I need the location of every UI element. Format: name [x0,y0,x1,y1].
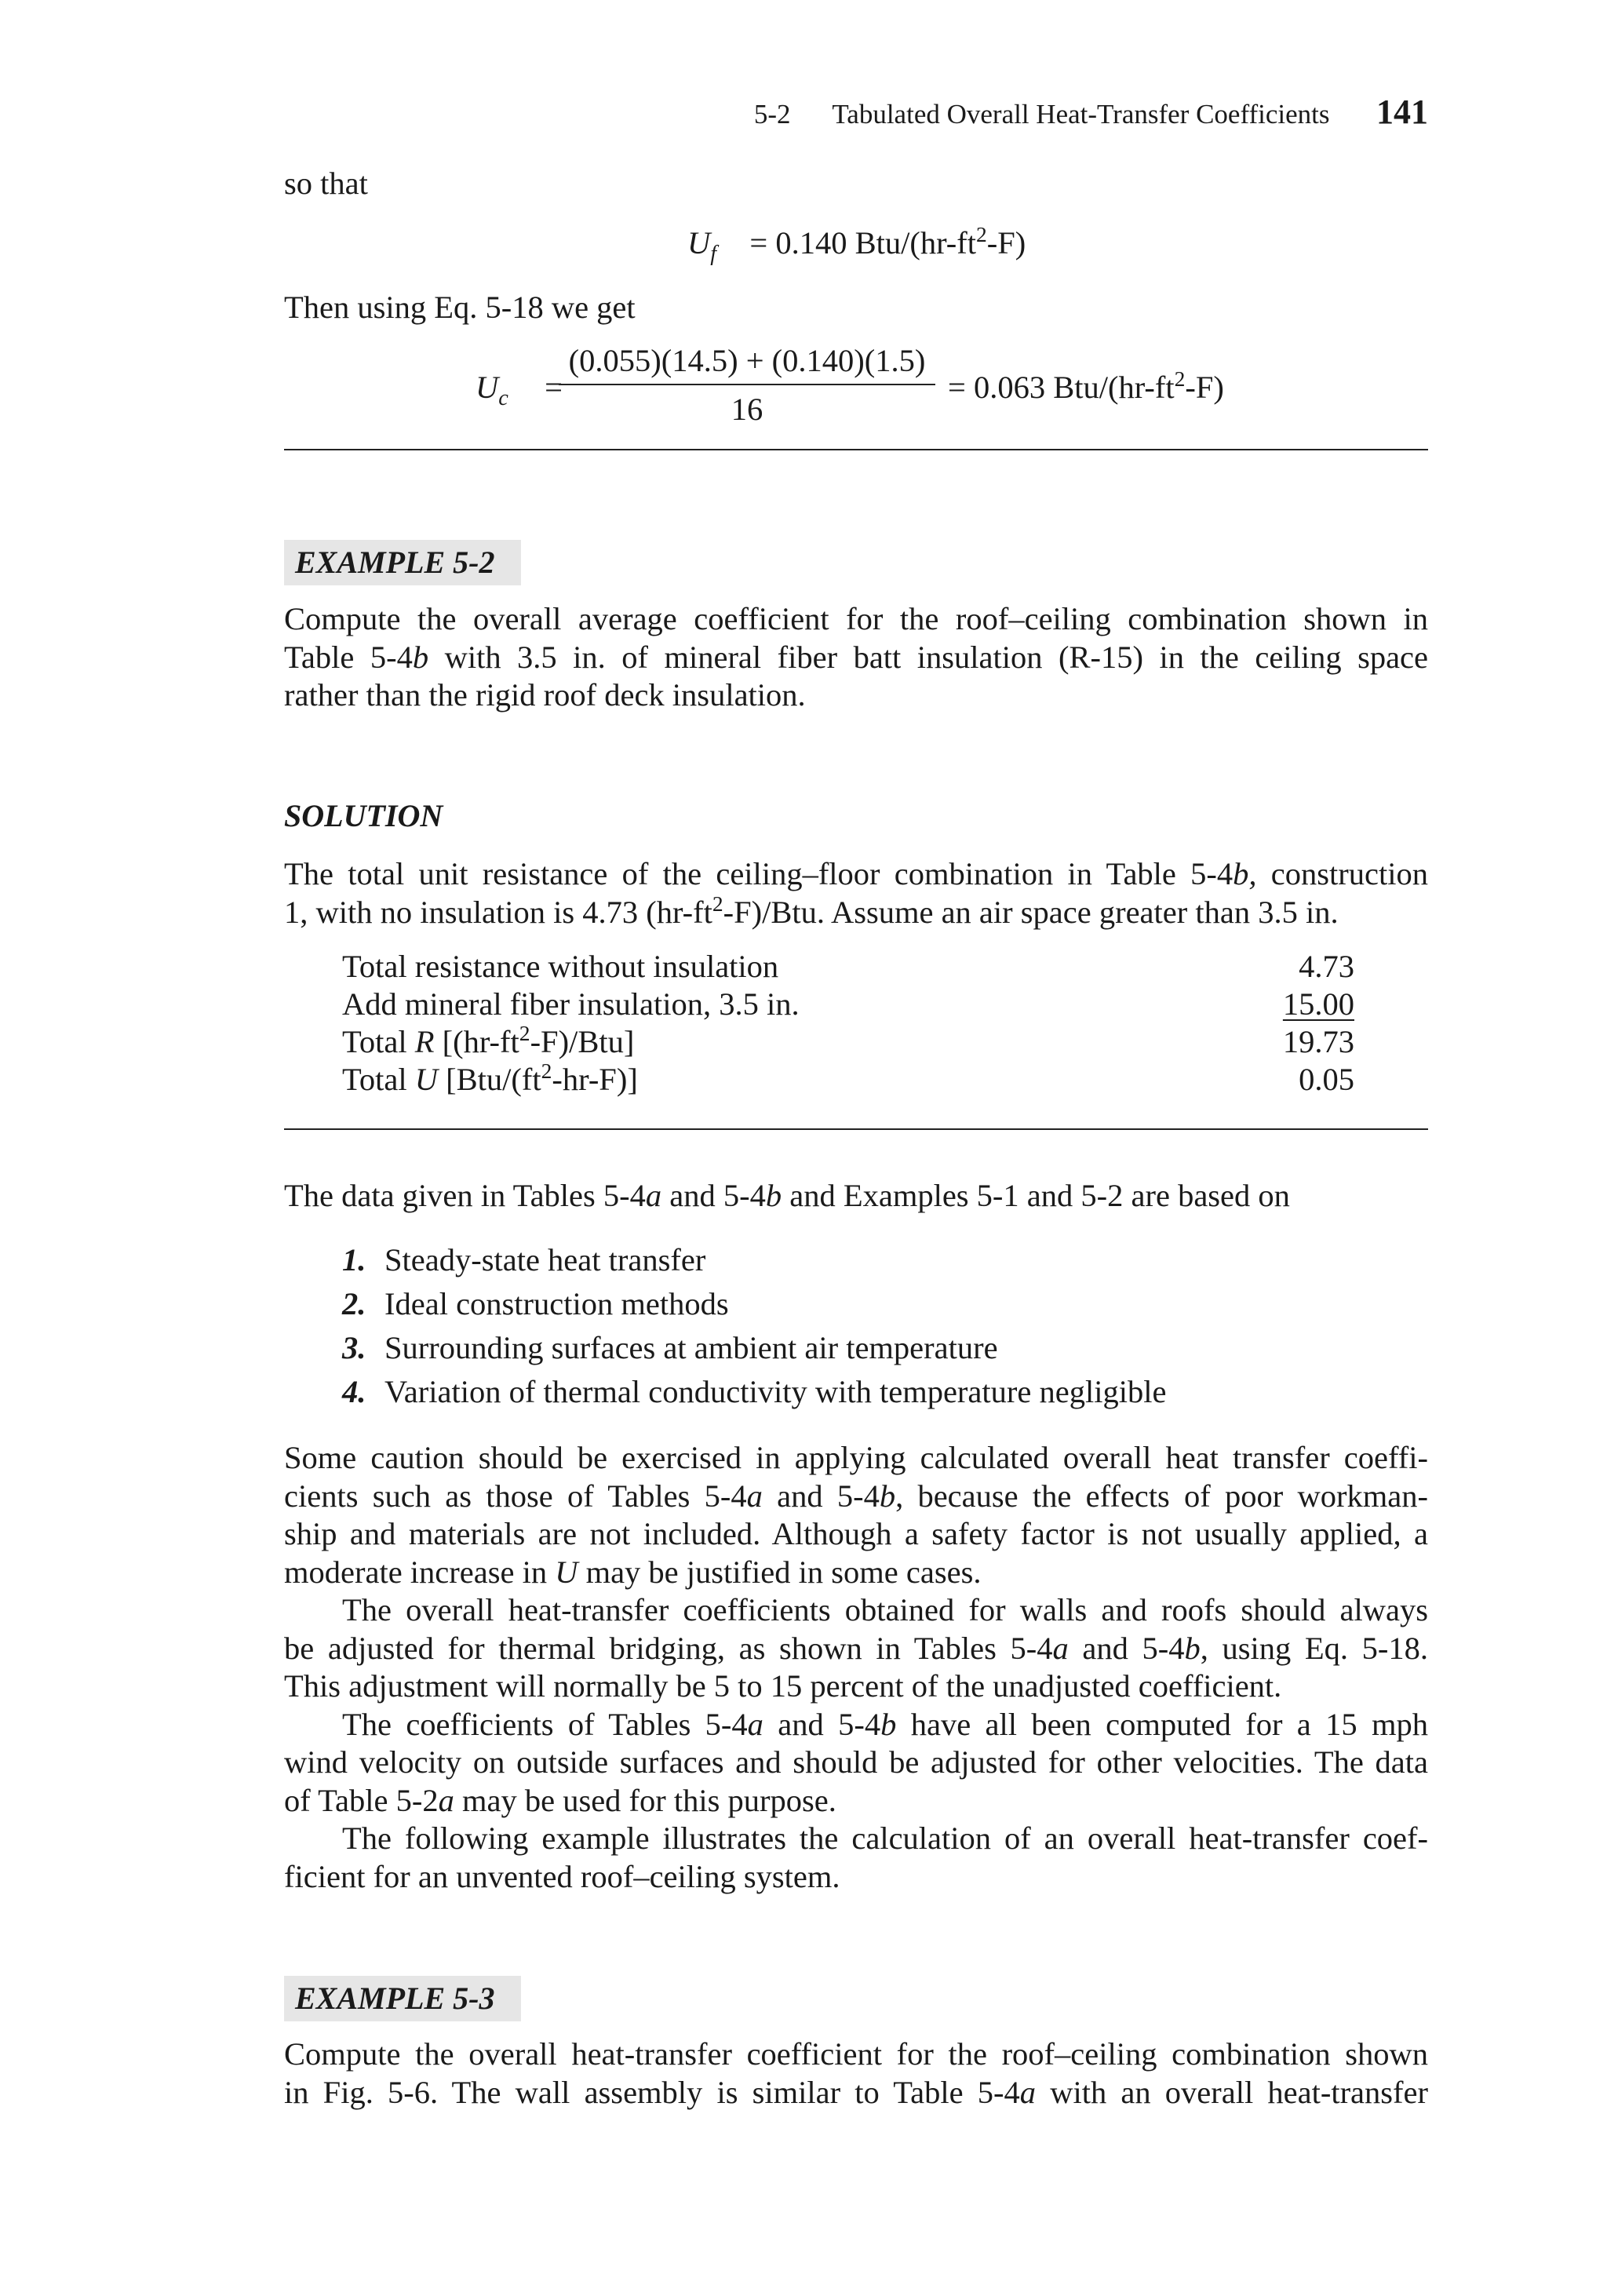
calc-row-2 [342,986,1354,1023]
eq2-numerator: (0.055)(14.5) + (0.140)(1.5) [568,343,926,378]
eq2-var: U [476,370,499,405]
list-item: 2. Ideal construction methods [342,1286,729,1321]
calc-label: Total resistance without insulation [342,949,779,984]
example-5-2-text: Compute the overall average coefficient for the roof–ceiling combination shown in Table 5-4b with 3.5 in. of mineral fiber batt insulation (R-15) in the ceiling space rather than the rigid roof deck insulation. [284,600,1428,715]
list-item: 1. Steady-state heat transfer [342,1242,706,1277]
eq1-equals: = [749,225,768,261]
para1-line: Some caution should be exercised in applying calculated overall heat transfer coeffi- [284,1440,1428,1475]
calc-value: 19.73 [1282,1024,1354,1059]
text-so-that: so that [284,166,368,201]
para4-line: The following example illustrates the calculation of an overall heat-transfer coef- [342,1820,1428,1856]
body-paragraphs: Some caution should be exercised in applying calculated overall heat transfer coeffi- cients such as those of Tables 5-4a and 5-4b, because the effects of poor workman- ship and materials are not included. Although a safety factor is not usually applied, a moderate increase in U may be justified in some cases. The overall heat-transfer coefficients obtained for walls and roofs should always be adjusted for thermal bridging, as shown in Tables 5-4a and 5-4b, using Eq. 5-18. This adjustment will normally be 5 to 15 percent of the unadjusted coefficient. The coefficients of Tables 5-4a and 5-4b have all been computed for a 15 mph wind velocity on outside surfaces and should be adjusted for other velocities. The data of Table 5-2a may be used for this purpose. The following example illustrates the calculation of an overall heat-transfer coef- ficient for an unvented roof–ceiling system. [284,1439,1428,1896]
eq2-fraction-bar [559,384,935,385]
calc-label: Total R $[(hr-ft^2-F)/Btu]$ [342,1020,635,1059]
calc-row-4 [342,1058,1354,1099]
calc-value: 15.00 [1282,986,1354,1022]
text-then-using: Then using Eq. 5-18 we get [284,290,636,325]
calc-label: Add mineral fiber insulation, 3.5 in. [342,986,800,1022]
list-item: 3. Surrounding surfaces at ambient air temperature [342,1330,998,1365]
equation-uc-var [476,369,563,417]
eq1-value: 0.140 Btu/(hr-ft [775,225,976,261]
eq2-result: = 0.063 Btu/$(hr-ft^2-F)$ [948,366,1224,405]
eq1-var: U [687,225,711,261]
solution-text: The total unit resistance of the ceiling–floor combination in Table 5-4b, construction 1, with no insulation is 4.73 $(hr-ft^2-F)$/Btu. Assume an air space greater than 3.5 in. [284,856,1428,930]
example-5-3-text: Compute the overall heat-transfer coefficient for the roof–ceiling combination shown in Fig. 5-6. The wall assembly is similar to Table 5-4a with an overall heat-transfer [284,2036,1428,2110]
example-5-2-line-3: rather than the rigid roof deck insulation. [284,677,806,712]
para2-line: This adjustment will normally be 5 to 15 percent of the unadjusted coefficient. [284,1668,1282,1704]
calc-row-1 [342,948,1354,986]
eq2-sub: c [498,386,508,411]
para1-line: ship and materials are not included. Although a safety factor is not usually applied, a [284,1516,1428,1551]
example-5-2-label: EXAMPLE 5-2 [284,540,521,585]
header-title: Tabulated Overall Heat-Transfer Coefficients [832,99,1330,129]
para2-line: The overall heat-transfer coefficients obtained for walls and roofs should always [342,1592,1428,1627]
eq1-sup: 2 [976,221,987,246]
example-5-3-label: EXAMPLE 5-3 [284,1976,521,2021]
eq1-unit-end: -F) [986,225,1026,261]
example-5-3-line: Compute the overall heat-transfer coefficient for the roof–ceiling combination shown [284,2036,1428,2072]
calc-value: 4.73 [1299,949,1354,984]
calc-label: Total U $[Btu/(ft^2-hr-F)]$ [342,1058,638,1097]
equation-uf [687,221,1026,273]
eq2-equals: = [545,370,563,405]
para3-line: wind velocity on outside surfaces and should be adjusted for other velocities. The data [284,1744,1428,1780]
eq2-denominator: 16 [731,392,763,427]
calc-row-3 [342,1020,1354,1061]
divider-rule-1 [284,449,1428,450]
solution-label: SOLUTION [284,798,443,833]
body-intro: The data given in Tables 5-4a and 5-4b and Examples 5-1 and 5-2 are based on [284,1178,1290,1213]
page-number: 141 [1376,93,1428,131]
calc-value: 0.05 [1299,1062,1354,1097]
para4-line: ficient for an unvented roof–ceiling system. [284,1858,840,1894]
running-header [754,93,1428,134]
header-section: 5-2 [753,99,791,129]
list-item: 4. Variation of thermal conductivity with temperature negligible [342,1374,1167,1409]
divider-rule-2 [284,1128,1428,1130]
eq1-sub: f [710,242,717,267]
